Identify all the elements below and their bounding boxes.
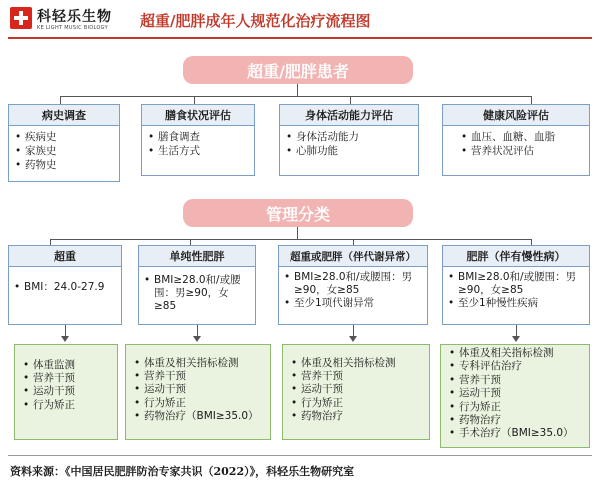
connector [60,96,531,97]
list-item: • BMI≥28.0和/或腰围：男≥90，女≥85 [284,271,422,297]
arrow-down-icon [193,336,201,342]
list-item: • 营养干预 [449,374,581,387]
class-heading: 超重 [8,245,122,267]
assessment-heading: 病史调查 [8,104,120,126]
list-item: • 家族史 [15,144,113,158]
list-item: • 心肺功能 [286,144,412,158]
list-item: • 药物治疗 [449,414,581,427]
list-item: • 至少1项代谢异常 [284,297,422,310]
arrow-down-icon [349,336,357,342]
assessment-heading: 健康风险评估 [442,104,590,126]
list-item: • 体重及相关指标检测 [134,357,262,370]
brand-subtitle: KE LIGHT MUSIC BIOLOGY [37,25,108,31]
connector [297,227,298,239]
list-item: • 体重监测 [23,359,109,372]
assessment-body [141,126,255,176]
list-item: • BMI≥28.0和/或腰围：男≥90，女≥85 [144,274,250,313]
list-item: • 疾病史 [15,130,113,144]
assessment-body [8,126,120,182]
class-body [138,267,256,325]
list-item: • 营养干预 [291,370,421,383]
footer-divider [8,455,592,456]
list-item: • 药物治疗（BMI≥35.0） [134,410,262,423]
list-item: • 行为矫正 [291,397,421,410]
list-item: • 运动干预 [291,383,421,396]
list-item: • 身体活动能力 [286,130,412,144]
list-item: • 生活方式 [148,144,248,158]
treatment-box [125,344,271,440]
assessment-body [442,126,590,176]
list-item: • 体重及相关指标检测 [291,357,421,370]
list-item: • 膳食调查 [148,130,248,144]
arrow-down-icon [61,336,69,342]
list-item: • 行为矫正 [134,397,262,410]
connector [297,84,298,96]
list-item: • BMI≥28.0和/或腰围：男≥90，女≥85 [448,271,584,297]
list-item: • 行为矫正 [23,399,109,412]
list-item: • 行为矫正 [449,401,581,414]
list-item: • 运动干预 [134,383,262,396]
class-heading: 单纯性肥胖 [138,245,256,267]
class-body [8,267,122,325]
list-item: • 体重及相关指标检测 [449,347,581,360]
list-item: • 血压、血糖、血脂 [461,130,583,144]
list-item: • 运动干预 [23,385,109,398]
assessment-body [279,126,419,176]
connector [350,96,351,104]
connector [60,96,61,104]
list-item: • 营养干预 [23,372,109,385]
list-item: • 专科评估治疗 [449,360,581,373]
title-divider [8,37,592,39]
arrow-down-icon [512,336,520,342]
list-item: • 营养状况评估 [461,144,583,158]
source-note: 资料来源：《中国居民肥胖防治专家共识（2022）》，科轻乐生物研究室 [10,465,355,478]
list-item: • 营养干预 [134,370,262,383]
list-item: • BMI：24.0-27.9 [14,281,116,294]
connector [531,96,532,104]
assessment-heading: 身体活动能力评估 [279,104,419,126]
patient-banner: 超重/肥胖患者 [183,56,413,84]
class-body [278,267,428,325]
list-item: • 药物治疗 [291,410,421,423]
treatment-box [440,344,590,448]
page-title: 超重/肥胖成年人规范化治疗流程图 [140,12,371,30]
management-banner: 管理分类 [183,199,413,227]
connector [194,96,195,104]
connector [50,239,531,240]
list-item: • 至少1种慢性疾病 [448,297,584,310]
list-item: • 手术治疗（BMI≥35.0） [449,427,581,440]
list-item: • 药物史 [15,158,113,172]
brand-logo-icon [10,7,32,29]
treatment-box [282,344,430,440]
list-item: • 运动干预 [449,387,581,400]
brand-name: 科轻乐生物 [37,9,112,25]
class-body [442,267,590,325]
treatment-box [14,344,118,440]
class-heading: 超重或肥胖（伴代谢异常） [278,245,428,267]
assessment-heading: 膳食状况评估 [141,104,255,126]
class-heading: 肥胖（伴有慢性病） [442,245,590,267]
